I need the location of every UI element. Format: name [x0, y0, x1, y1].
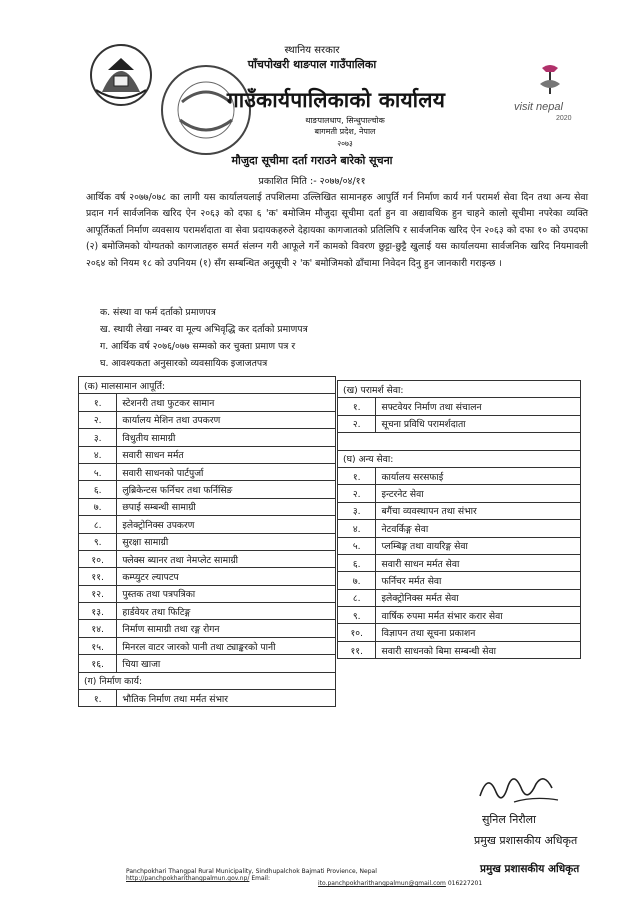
- published-date: प्रकाशित मिति :- २०७७/०४/११: [258, 176, 366, 187]
- row-item: सवारी साधनको बिमा सम्बन्धी सेवा: [376, 641, 581, 658]
- row-item: फर्निचर मर्मत सेवा: [376, 572, 581, 589]
- visit-nepal-text: visit nepal: [514, 101, 563, 113]
- row-number: १३.: [79, 603, 117, 620]
- table-row: [79, 690, 336, 707]
- row-item: इन्टरनेट सेवा: [376, 485, 581, 502]
- row-item: हार्डवेयर तथा फिटिङ्ग: [117, 603, 336, 620]
- spacer-row: [338, 433, 581, 450]
- row-item: मिनरल वाटर जारको पानी तथा ट्याङ्करको पानी: [117, 637, 336, 654]
- row-number: १.: [79, 394, 117, 411]
- requirement-item: ग. आर्थिक वर्ष २०७६/०७७ सम्मको कर चुक्ता प्रमाण पत्र र: [100, 341, 296, 352]
- row-item: चिया खाजा: [117, 655, 336, 672]
- section-heading-row: [338, 381, 581, 398]
- section-heading-row: [338, 450, 581, 467]
- row-number: ४.: [79, 446, 117, 463]
- row-number: १.: [338, 398, 376, 415]
- row-item: विधुतीय सामाग्री: [117, 429, 336, 446]
- row-item: बगैंचा व्यवस्थापन तथा संभार: [376, 502, 581, 519]
- row-number: ५.: [338, 537, 376, 554]
- table-row: [338, 485, 581, 502]
- row-item: स्टेशनरी तथा फुटकर सामान: [117, 394, 336, 411]
- row-item: छपाई सम्बन्धी सामाग्री: [117, 498, 336, 515]
- table-row: [79, 463, 336, 480]
- row-number: १२.: [79, 585, 117, 602]
- row-number: १०.: [79, 550, 117, 567]
- office-name: गाउँकार्यपालिकाको कार्यालय: [226, 88, 446, 112]
- footer-email-link[interactable]: ito.panchpokharithangpalmun@gmail.com: [318, 880, 446, 887]
- row-item: विज्ञापन तथा सूचना प्रकाशन: [376, 624, 581, 641]
- requirement-item: क. संस्था वा फर्म दर्ताको प्रमाणपत्र: [100, 307, 216, 318]
- row-number: ६.: [79, 481, 117, 498]
- row-item: सूचना प्रविधि परामर्शदाता: [376, 415, 581, 432]
- row-number: ११.: [79, 568, 117, 585]
- footer-address-text: Panchpokhari Thangpal Rural Municipality, Sindhupalchok Bajmati Provience, Nepal: [126, 868, 377, 875]
- visit-nepal-year: 2020: [556, 115, 572, 122]
- table-row: [338, 554, 581, 571]
- row-number: १०.: [338, 624, 376, 641]
- section-heading-row: [79, 377, 336, 394]
- signatory-title: प्रमुख प्रशासकीय अधिकृत: [474, 834, 578, 847]
- table-row: [338, 415, 581, 432]
- row-number: १६.: [79, 655, 117, 672]
- section-heading: (ग) निर्माण कार्य:: [79, 672, 336, 689]
- row-item: नेटवर्किङ्ग सेवा: [376, 520, 581, 537]
- footer-website-link[interactable]: http://panchpokharithangpalmun.gov.np/: [126, 875, 250, 882]
- row-number: ११.: [338, 641, 376, 658]
- row-item: फ्लेक्स ब्यानर तथा नेमप्लेट सामाग्री: [117, 550, 336, 567]
- row-item: कार्यालय सरसफाई: [376, 467, 581, 484]
- table-row: [338, 537, 581, 554]
- table-row: [79, 498, 336, 515]
- table-row: [79, 620, 336, 637]
- row-item: कम्प्युटर ल्यापटप: [117, 568, 336, 585]
- local-government-label: स्थानिय सरकार: [284, 45, 340, 56]
- table-row: [338, 572, 581, 589]
- row-item: पुस्तक तथा पत्रपत्रिका: [117, 585, 336, 602]
- row-item: इलेक्ट्रोनिक्स मर्मत सेवा: [376, 589, 581, 606]
- table-row: [338, 607, 581, 624]
- row-number: १५.: [79, 637, 117, 654]
- table-row: [338, 641, 581, 658]
- table-row: [79, 637, 336, 654]
- row-number: २.: [338, 415, 376, 432]
- consult-other-services-table: [337, 380, 581, 659]
- row-item: वार्षिक रुपमा मर्मत संभार करार सेवा: [376, 607, 581, 624]
- row-number: १.: [338, 467, 376, 484]
- row-number: २.: [79, 411, 117, 428]
- section-heading: (घ) अन्य सेवा:: [338, 450, 581, 467]
- footer-contact: [318, 880, 578, 887]
- office-year: २०७३: [337, 139, 353, 148]
- table-row: [338, 589, 581, 606]
- table-row: [79, 533, 336, 550]
- row-item: कार्यालय मेशिन तथा उपकरण: [117, 411, 336, 428]
- section-heading: (क) मालसामान आपूर्ति:: [79, 377, 336, 394]
- row-number: २.: [338, 485, 376, 502]
- row-item: निर्माण सामाग्री तथा रङ्ग रोगन: [117, 620, 336, 637]
- notice-paragraph: आर्थिक वर्ष २०७७/०७८ का लागी यस कार्यालयलाई तपशिलमा उल्लिखित सामानहरु आपुर्ति गर्न निर्माण कार्य गर्न परामर्श सेवा दिन तथा अन्य सेवा प्रदान गर्न सार्वजनिक खरिद ऐन २०६३ को दफा ६ 'क' बमोजिम मौजुदा सूचीमा दर्ता हुन वा अद्यावधिक हुन चाहने कालो सूचीमा नपरेका व्यक्ति आपूर्तिकर्ता निर्माण व्यवसाय परामर्शदाता वा सेवा प्रदायकहरुले देहायका कागजातको प्रतिलिपि र सार्वजनिक खरिद ऐन २०६३ को दफा १० को उपदफा (२) बमोजिमको योग्यतको कागजातहरु समर्त संलग्न गरी आफूले गर्ने कामको विवरण छुट्टा-छुट्टै खुलाई यस कार्यालयमा सार्वजनिक खरिद नियमावली २०६४ को नियम १८ को उपनियम (१) सँग सम्बन्धित अनुसूची २ 'क' बमोजिमको ढाँचामा निवेदन दिनु हुन जानकारी गराइन्छ ।: [86, 192, 588, 269]
- table-row: [338, 502, 581, 519]
- notice-title: मौजुदा सूचीमा दर्ता गराउने बारेको सूचना: [231, 154, 393, 167]
- table-row: [338, 520, 581, 537]
- row-item: सफ्टवेयर निर्माण तथा संचालन: [376, 398, 581, 415]
- row-item: सुरक्षा सामाग्री: [117, 533, 336, 550]
- row-item: लुब्रिकेन्टस फर्निचर तथा फर्निसिङ: [117, 481, 336, 498]
- table-row: [79, 394, 336, 411]
- table-row: [79, 568, 336, 585]
- requirement-item: ख. स्थायी लेखा नम्बर वा मूल्य अभिवृद्धि कर दर्ताको प्रमाणपत्र: [100, 324, 308, 335]
- table-row: [79, 446, 336, 463]
- address-line-1: थाङपालधाप, सिन्धुपाल्चोक: [305, 116, 385, 125]
- table-row: [79, 516, 336, 533]
- table-row: [338, 624, 581, 641]
- handwritten-signature: [474, 762, 564, 812]
- address-line-2: बागमती प्रदेश, नेपाल: [314, 127, 376, 136]
- row-number: १.: [79, 690, 117, 707]
- row-item: सवारी साधन मर्मत: [117, 446, 336, 463]
- row-number: ३.: [79, 429, 117, 446]
- table-row: [79, 429, 336, 446]
- row-item: प्लम्बिङ्ग तथा वायरिङ्ग सेवा: [376, 537, 581, 554]
- row-item: भौतिक निर्माण तथा मर्मत संभार: [117, 690, 336, 707]
- table-row: [79, 655, 336, 672]
- table-row: [79, 603, 336, 620]
- municipality-name: पाँचपोखरी थाङपाल गाउँपालिका: [247, 58, 377, 71]
- row-number: १४.: [79, 620, 117, 637]
- row-number: ६.: [338, 554, 376, 571]
- requirement-item: घ. आवश्यकता अनुसारको व्यवसायिक इजाजतपत्र: [100, 358, 268, 369]
- footer-email-label: Email:: [251, 875, 270, 882]
- row-number: ३.: [338, 502, 376, 519]
- spacer-cell: [338, 433, 581, 450]
- row-number: ८.: [79, 516, 117, 533]
- row-number: ९.: [79, 533, 117, 550]
- row-number: ८.: [338, 589, 376, 606]
- row-item: सवारी साधनको पार्टपुर्जा: [117, 463, 336, 480]
- section-heading: (ख) परामर्श सेवा:: [338, 381, 581, 398]
- footer-stamp-title: प्रमुख प्रशासकीय अधिकृत: [480, 863, 580, 875]
- table-row: [79, 585, 336, 602]
- table-row: [338, 398, 581, 415]
- signatory-name: सुनिल निरौला: [482, 813, 536, 826]
- row-number: ९.: [338, 607, 376, 624]
- requirements-list: [100, 304, 560, 372]
- row-number: ७.: [338, 572, 376, 589]
- table-row: [79, 481, 336, 498]
- row-item: इलेक्ट्रोनिक्स उपकरण: [117, 516, 336, 533]
- row-number: ७.: [79, 498, 117, 515]
- row-number: ४.: [338, 520, 376, 537]
- row-item: सवारी साधन मर्मत सेवा: [376, 554, 581, 571]
- footer-phone: 016227201: [447, 880, 483, 887]
- section-heading-row: [79, 672, 336, 689]
- table-row: [79, 550, 336, 567]
- row-number: ५.: [79, 463, 117, 480]
- goods-construction-table: [78, 376, 336, 707]
- table-row: [338, 467, 581, 484]
- table-row: [79, 411, 336, 428]
